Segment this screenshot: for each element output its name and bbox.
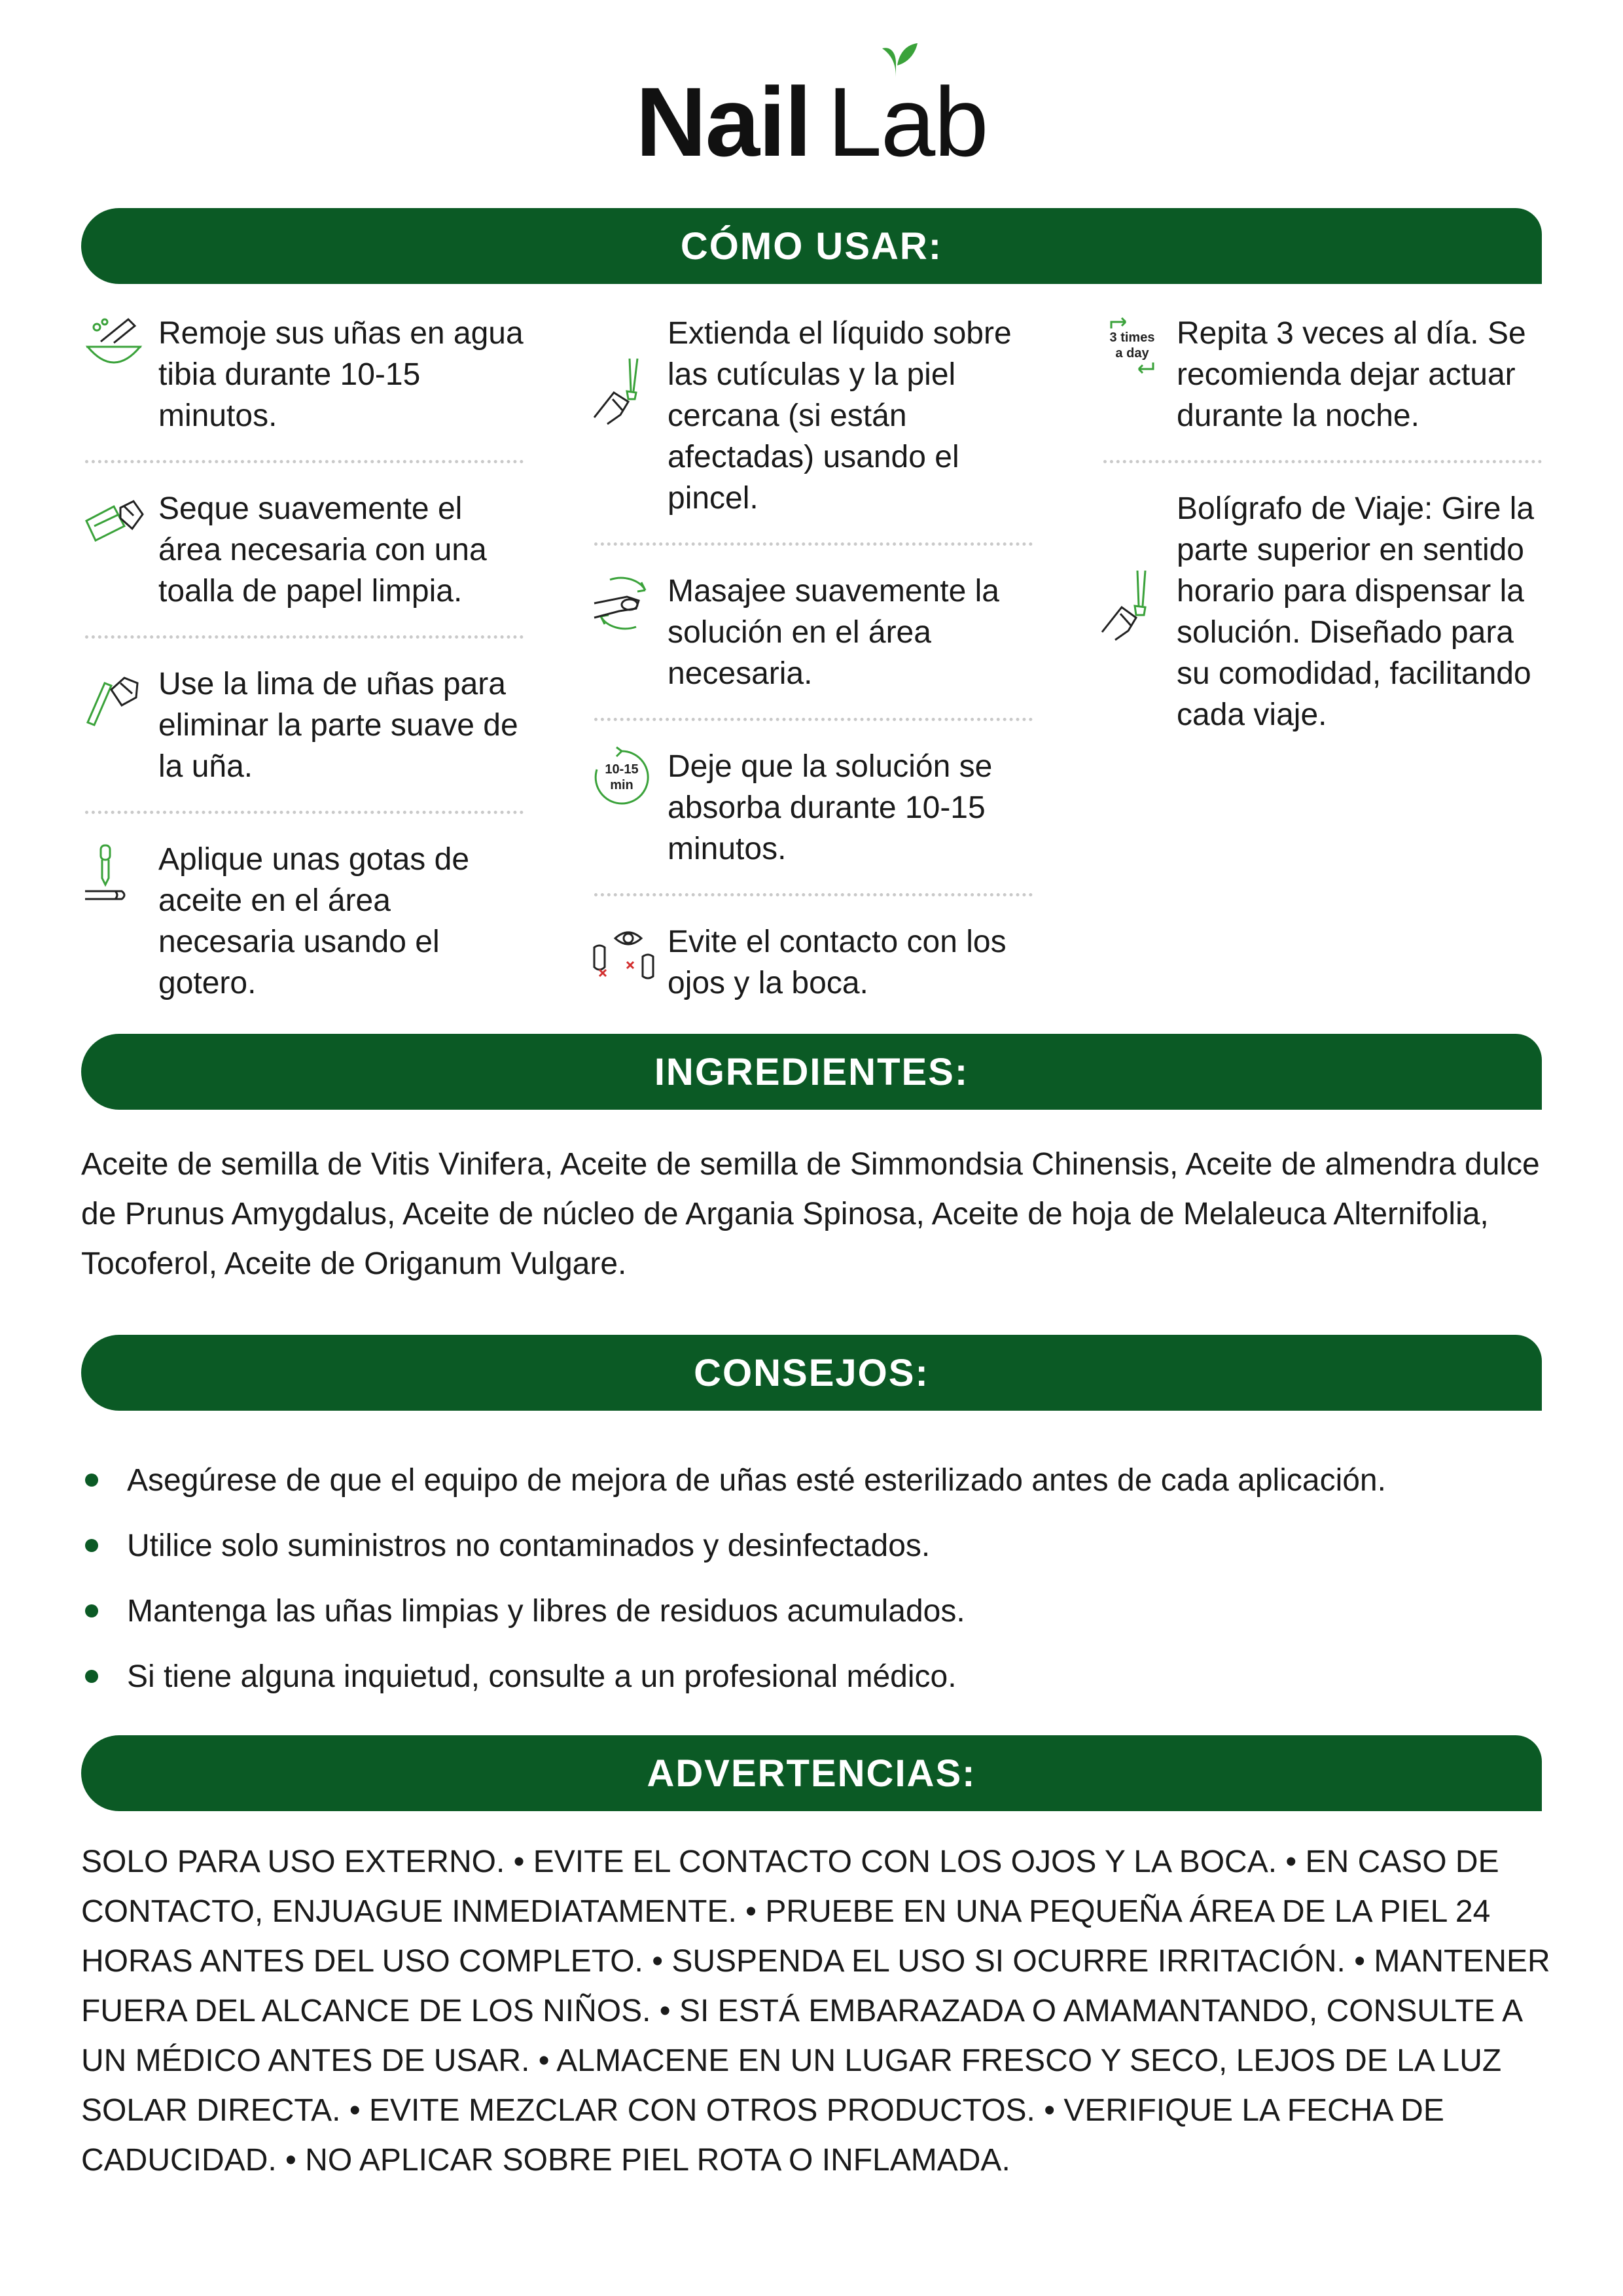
timer-icon-label: 10-15 [605,762,639,777]
steps-column-3 [1099,313,1544,735]
step-wait [590,746,1035,870]
steps-column-2 [590,313,1035,1004]
step-text: Deje que la solución se absorba durante 10-15 minutos. [668,749,993,866]
step-text: Extienda el líquido sobre las cutículas y la piel cercana (si están afectadas) usando el pincel. [668,316,1012,516]
bullet-icon [85,1670,98,1683]
travel-pen-icon [1099,488,1177,645]
timer-icon-unit: min [610,778,633,792]
divider [85,460,524,463]
divider [594,542,1033,546]
warnings-header: ADVERTENCIAS: [81,1735,1542,1811]
repeat-icon [1099,313,1177,378]
tip-text: Utilice solo suministros no contaminados y desinfectados. [127,1528,931,1563]
divider [85,635,524,639]
step-dry [81,488,526,612]
tip-text: Si tiene alguna inquietud, consulte a un profesional médico. [127,1659,957,1694]
step-dropper [81,839,526,1004]
step-brush [590,313,1035,519]
bullet-icon [85,1539,98,1552]
soak-bowl-icon [81,313,158,378]
ingredients-header: INGREDIENTES: [81,1034,1542,1110]
list-item [81,1578,1386,1644]
step-text: Masajee suavemente la solución en el área necesaria. [668,574,999,691]
step-soak [81,313,526,436]
towel-icon [81,488,158,554]
brush-icon [590,313,668,431]
ingredients-text: Aceite de semilla de Vitis Vinifera, Aceite de semilla de Simmondsia Chinensis, Aceite de almendra dulce de Prunus Amygdalus, Aceite de núcleo de Argania Spinosa, Aceite de hoja de Melaleuca Alternifolia, Tocoferol, Aceite de Origanum Vulgare. [81,1147,1540,1281]
step-avoid [590,921,1035,1004]
how-to-use-header: CÓMO USAR: [81,208,1542,284]
repeat-icon-unit: a day [1115,346,1149,361]
repeat-icon-label: 3 times [1109,330,1155,345]
brand-logo [0,65,1623,179]
brand-name-part2: Lab [827,67,988,177]
dropper-icon [81,839,158,911]
step-massage [590,571,1035,694]
divider [594,718,1033,721]
divider [85,811,524,814]
step-text: Repita 3 veces al día. Se recomienda dejar actuar durante la noche. [1177,316,1526,433]
step-text: Bolígrafo de Viaje: Gire la parte superior en sentido horario para dispensar la solución. Diseñado para su comodidad, facilitando cada viaje. [1177,491,1535,732]
step-travel-pen [1099,488,1544,735]
divider [1103,460,1542,463]
massage-icon [590,571,668,636]
bullet-icon [85,1604,98,1617]
bullet-icon [85,1474,98,1487]
warnings-text: SOLO PARA USO EXTERNO. • EVITE EL CONTACTO CON LOS OJOS Y LA BOCA. • EN CASO DE CONTACTO, ENJUAGUE INMEDIATAMENTE. • PRUEBE EN UNA PEQUEÑA ÁREA DE LA PIEL 24 HORAS ANTES DEL USO COMPLETO. • SUSPENDA EL USO SI OCURRE IRRITACIÓN. • MANTENER FUERA DEL ALCANCE DE LOS NIÑOS. • SI ESTÁ EMBARAZADA O AMAMANTANDO, CONSULTE A UN MÉDICO ANTES DE USAR. • ALMACENE EN UN LUGAR FRESCO Y SECO, LEJOS DE LA LUZ SOLAR DIRECTA. • EVITE MEZCLAR CON OTROS PRODUCTOS. • VERIFIQUE LA FECHA DE CADUCIDAD. • NO APLICAR SOBRE PIEL ROTA O INFLAMADA. [81,1845,1550,2178]
divider [594,893,1033,896]
tips-header: CONSEJOS: [81,1335,1542,1411]
timer-icon [590,746,668,809]
list-item [81,1447,1386,1513]
list-item [81,1513,1386,1578]
tip-text: Mantenga las uñas limpias y libres de residuos acumulados. [127,1593,965,1629]
step-text: Evite el contacto con los ojos y la boca. [668,925,1007,1000]
avoid-eyes-mouth-icon [590,921,668,980]
nail-file-icon [81,663,158,729]
list-item [81,1644,1386,1709]
steps-column-1 [81,313,526,1004]
tips-list [81,1447,1386,1709]
step-text: Aplique unas gotas de aceite en el área necesaria usando el gotero. [158,842,470,1000]
step-repeat [1099,313,1544,436]
step-text: Use la lima de uñas para eliminar la parte suave de la uña. [158,667,518,784]
brand-name-part1: Nail [635,67,811,177]
tip-text: Asegúrese de que el equipo de mejora de uñas esté esterilizado antes de cada aplicación. [127,1462,1386,1498]
leaf-icon [873,39,919,79]
step-file [81,663,526,787]
step-text: Remoje sus uñas en agua tibia durante 10-15 minutos. [158,316,524,433]
step-text: Seque suavemente el área necesaria con una toalla de papel limpia. [158,491,487,609]
